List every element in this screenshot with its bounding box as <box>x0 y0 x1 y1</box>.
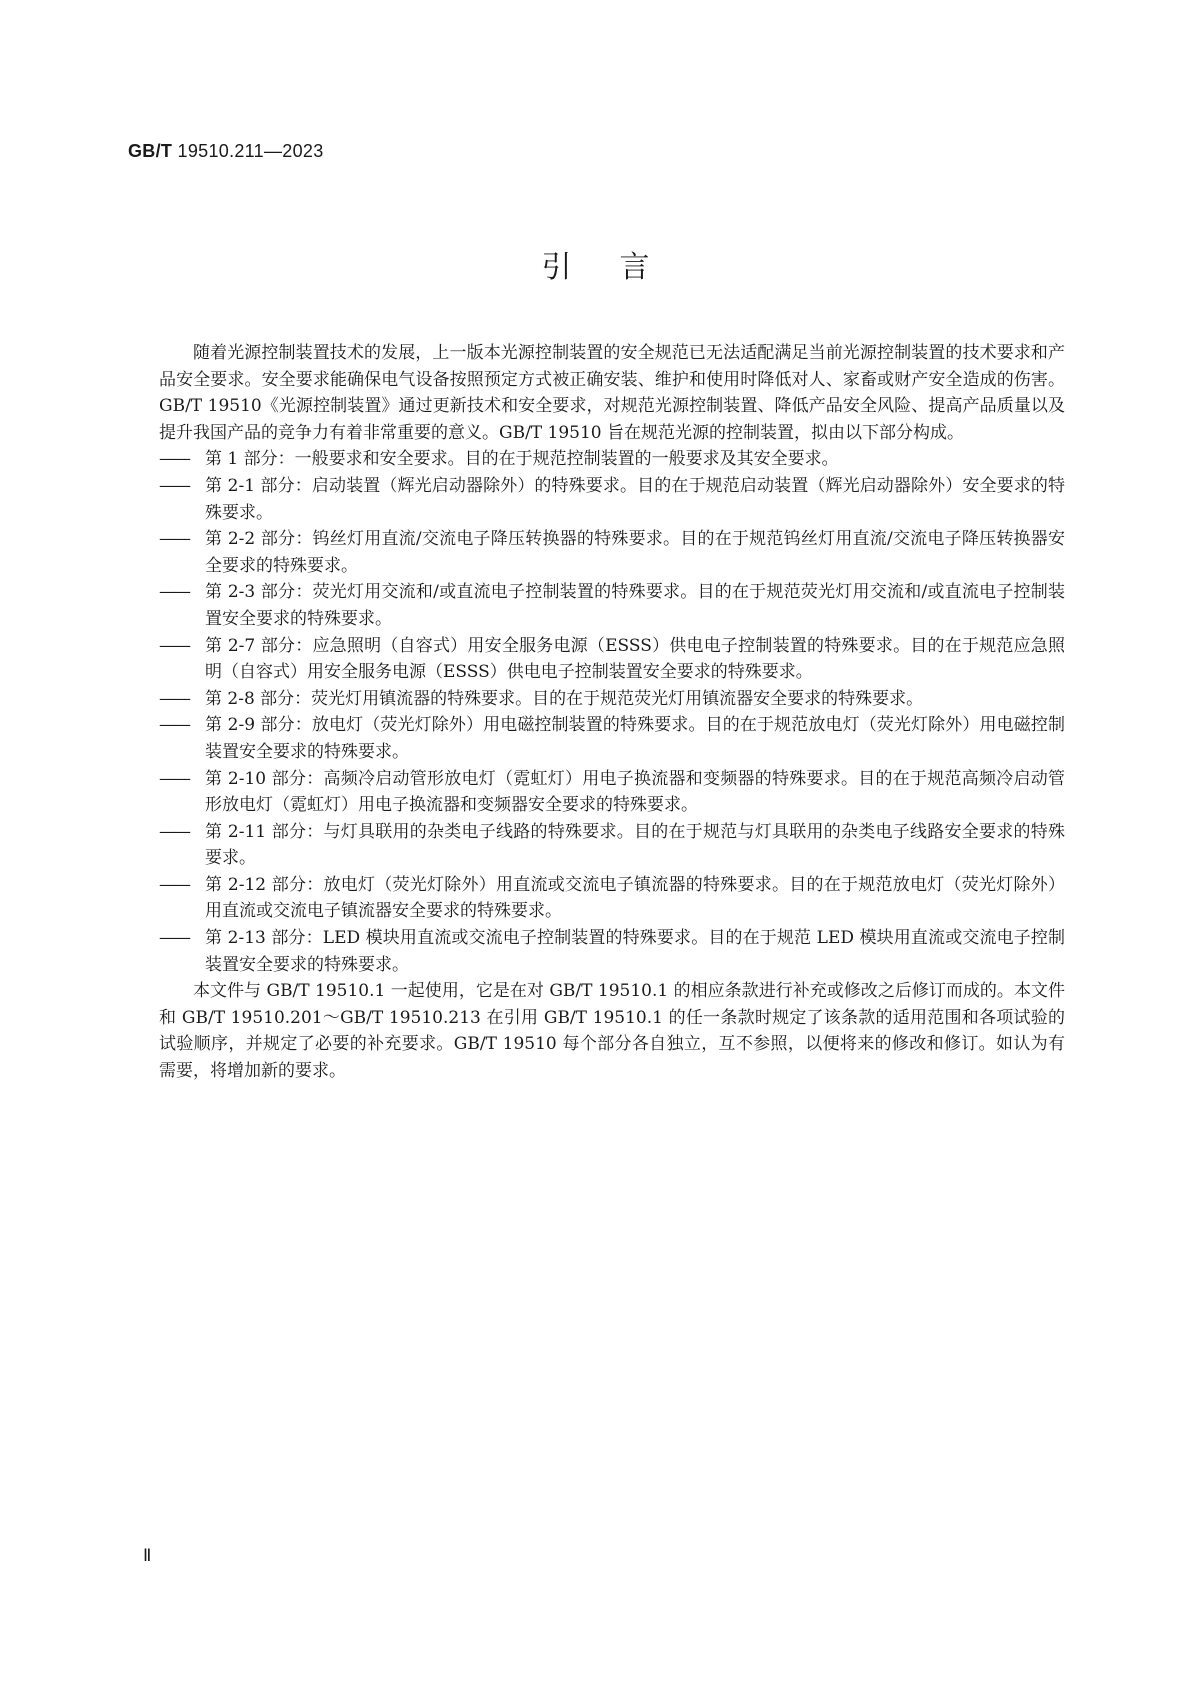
list-item <box>125 872 1065 925</box>
list-dash: —— <box>159 635 189 656</box>
parts-list <box>159 446 1065 978</box>
list-dash: —— <box>159 582 189 603</box>
document-code-prefix: GB/T <box>128 141 173 161</box>
list-dash: —— <box>159 874 189 895</box>
list-item <box>125 766 1065 819</box>
document-body <box>159 340 1065 1085</box>
page-title: 引言 <box>541 250 698 285</box>
list-item-text: 第 2-7 部分：应急照明（自容式）用安全服务电源（ESSS）供电电子控制装置的特殊要求。目的在于规范应急照明（自容式）用安全服务电源（ESSS）供电电子控制装置安全要求的特殊要求。 <box>205 635 1065 683</box>
list-item <box>125 712 1065 765</box>
list-item-text: 第 2-13 部分：LED 模块用直流或交流电子控制装置的特殊要求。目的在于规范 LED 模块用直流或交流电子控制装置安全要求的特殊要求。 <box>205 928 1065 975</box>
page-number: Ⅱ <box>143 1546 152 1565</box>
document-code-number: 19510.211—2023 <box>177 141 324 161</box>
list-item <box>125 446 1065 473</box>
list-item <box>125 526 1065 579</box>
list-dash: —— <box>159 449 189 470</box>
list-dash: —— <box>159 475 189 496</box>
intro-paragraph: 随着光源控制装置技术的发展，上一版本光源控制装置的安全规范已无法适配满足当前光源控制装置的技术要求和产品安全要求。安全要求能确保电气设备按照预定方式被正确安装、维护和使用时降低对人、家畜或财产安全造成的伤害。GB/T 19510《光源控制装置》通过更新技术和安全要求，对规范光源控制装置、降低产品安全风险、提高产品质量以及提升我国产品的竞争力有着非常重要的意义。GB/T 19510 旨在规范光源的控制装置，拟由以下部分构成。 <box>159 343 1065 443</box>
closing-paragraph: 本文件与 GB/T 19510.1 一起使用，它是在对 GB/T 19510.1 的相应条款进行补充或修改之后修订而成的。本文件和 GB/T 19510.201～GB/T 19510.213 在引用 GB/T 19510.1 的任一条款时规定了该条款的适用范围和各项试验的试验顺序，并规定了必要的补充要求。GB/T 19510 每个部分各自独立，互不参照，以便将来的修改和修订。如认为有需要，将增加新的要求。 <box>159 981 1065 1082</box>
list-item <box>125 579 1065 632</box>
list-item <box>125 686 1065 713</box>
document-code <box>128 141 324 162</box>
list-item-text: 第 2-3 部分：荧光灯用交流和/或直流电子控制装置的特殊要求。目的在于规范荧光灯用交流和/或直流电子控制装置安全要求的特殊要求。 <box>205 582 1065 629</box>
list-dash: —— <box>159 928 189 949</box>
list-item-text: 第 2-10 部分：高频冷启动管形放电灯（霓虹灯）用电子换流器和变频器的特殊要求。目的在于规范高频冷启动管形放电灯（霓虹灯）用电子换流器和变频器安全要求的特殊要求。 <box>205 768 1065 816</box>
list-item-text: 第 2-12 部分：放电灯（荧光灯除外）用直流或交流电子镇流器的特殊要求。目的在于规范放电灯（荧光灯除外）用直流或交流电子镇流器安全要求的特殊要求。 <box>205 874 1065 922</box>
list-dash: —— <box>159 529 189 550</box>
list-dash: —— <box>159 715 189 736</box>
list-item-text: 第 2-2 部分：钨丝灯用直流/交流电子降压转换器的特殊要求。目的在于规范钨丝灯用直流/交流电子降压转换器安全要求的特殊要求。 <box>205 529 1065 576</box>
list-item <box>125 819 1065 872</box>
list-item-text: 第 1 部分：一般要求和安全要求。目的在于规范控制装置的一般要求及其安全要求。 <box>205 449 839 470</box>
list-item-text: 第 2-8 部分：荧光灯用镇流器的特殊要求。目的在于规范荧光灯用镇流器安全要求的特殊要求。 <box>205 688 924 709</box>
list-item-text: 第 2-9 部分：放电灯（荧光灯除外）用电磁控制装置的特殊要求。目的在于规范放电灯（荧光灯除外）用电磁控制装置安全要求的特殊要求。 <box>205 715 1065 762</box>
list-item <box>125 473 1065 526</box>
list-item-text: 第 2-1 部分：启动装置（辉光启动器除外）的特殊要求。目的在于规范启动装置（辉光启动器除外）安全要求的特殊要求。 <box>205 475 1065 523</box>
list-item <box>125 925 1065 978</box>
list-dash: —— <box>159 768 189 789</box>
list-item-text: 第 2-11 部分：与灯具联用的杂类电子线路的特殊要求。目的在于规范与灯具联用的杂类电子线路安全要求的特殊要求。 <box>205 821 1065 869</box>
list-item <box>125 633 1065 686</box>
list-dash: —— <box>159 688 189 709</box>
list-dash: —— <box>159 821 189 842</box>
